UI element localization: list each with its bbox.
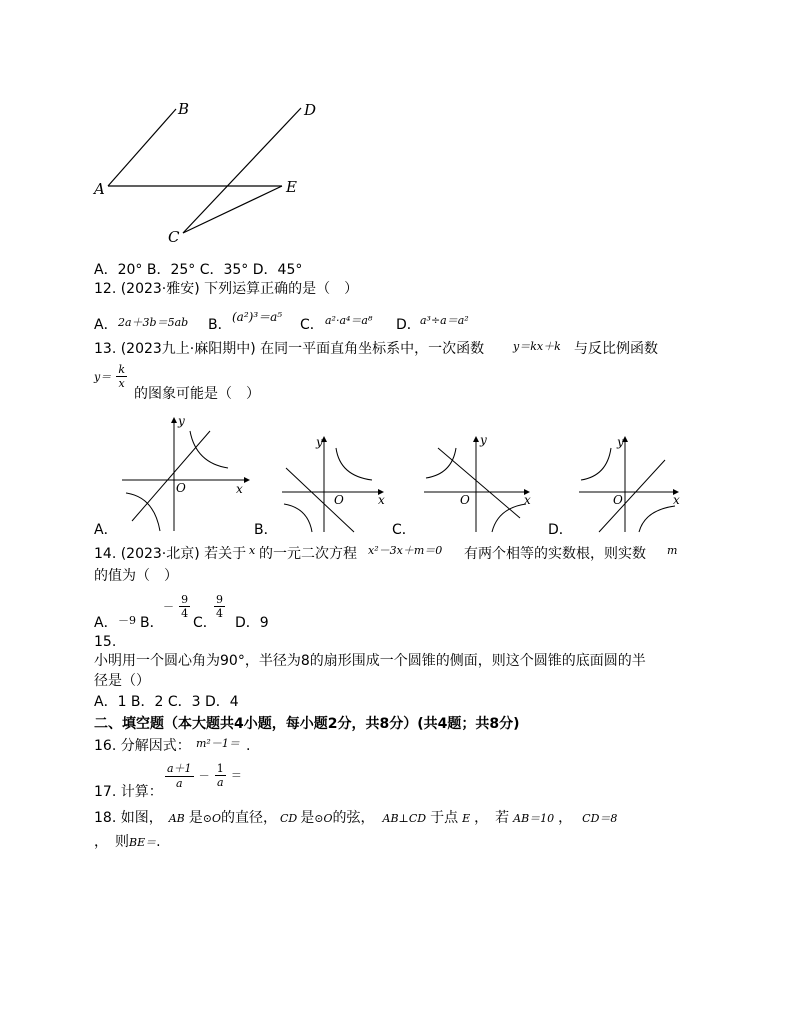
graph-a-x-label: x: [236, 482, 243, 496]
q18-line1: [94, 810, 617, 827]
q18-part2: 是: [188, 810, 203, 826]
q14-stem-part1: 14. (2023·北京) 若关于: [94, 546, 247, 562]
q18-part5: 的弦，: [332, 810, 375, 826]
q12-label-d: D．: [396, 317, 421, 333]
q18-cd: CD: [280, 812, 298, 825]
q17-fraction-2: [215, 762, 226, 789]
q13-graph-c: [420, 432, 535, 536]
q18-circle-o-2: ⊙O: [314, 812, 333, 825]
q15-number: 15.: [94, 634, 117, 650]
q12-label-a: A．: [94, 317, 118, 333]
q14-stem-part3: 有两个相等的实数根，则实数: [464, 546, 646, 562]
section-2-title: 二、填空题（本大题共4小题，每小题2分，共8分）(共4题；共8分): [94, 716, 520, 732]
graph-c-origin: O: [460, 493, 470, 507]
q14-option-c-fraction: [214, 593, 225, 620]
q12-expr-c: a²·a⁴＝a⁸: [325, 314, 373, 327]
q13-graph-a: [118, 413, 253, 535]
q14-option-d: D．9: [235, 615, 269, 631]
q13-inverse-lhs: y＝: [94, 370, 112, 384]
graph-b-origin: O: [334, 493, 344, 507]
q14-var-m: m: [667, 544, 678, 557]
q13-graph-label-d: D．: [548, 522, 573, 538]
q18-perpendicular: AB⊥CD: [382, 812, 427, 825]
q13-graph-label-a: A．: [94, 522, 118, 538]
q18-part3: 的直径，: [221, 810, 277, 826]
q18-comma: ，: [558, 810, 573, 826]
q18-part1: 18. 如图，: [94, 810, 163, 826]
graph-b-y-label: y: [316, 435, 323, 449]
q17-expression: [165, 760, 242, 790]
graph-b-x-label: x: [378, 493, 385, 507]
graph-d-origin: O: [613, 493, 623, 507]
graph-d-x-label: x: [673, 493, 680, 507]
q12-expr-b: (a²)³＝a⁵: [232, 310, 283, 324]
q12-expr-d: a³÷a＝a²: [420, 314, 469, 327]
q14-option-a-label: A．: [94, 615, 118, 631]
q14-option-c-value: [214, 593, 225, 620]
q17-stem: 17. 计算：: [94, 784, 163, 800]
q18-part6: 于点: [430, 810, 459, 826]
q18-ab: AB: [168, 812, 185, 825]
graph-c-x-label: x: [524, 493, 531, 507]
label-E: E: [286, 178, 297, 196]
q13-inverse-num: k: [118, 363, 125, 376]
q17-den-2: a: [216, 775, 224, 789]
q18-point-e: E: [462, 812, 471, 825]
graph-d-y-label: y: [617, 435, 624, 449]
label-B: B: [178, 100, 190, 118]
q13-linear-function: y＝kx＋k: [513, 340, 561, 353]
q17-den-1: a: [176, 777, 183, 790]
q13-graph-b: [278, 432, 390, 536]
q16-expression: m²－1＝: [196, 737, 240, 750]
q17-fraction-1: [165, 760, 194, 790]
q12-stem: 12. (2023·雅安) 下列运算正确的是（ ）: [94, 281, 359, 297]
q17-minus: －: [198, 769, 210, 782]
q18-ab-length: AB＝10: [513, 812, 555, 825]
q18-part7: ， 若: [474, 810, 510, 826]
q17-num-1: a＋1: [167, 762, 192, 775]
q18-line2-part2: .: [156, 834, 161, 850]
q17-num-2: 1: [216, 761, 224, 775]
label-C: C: [168, 228, 180, 246]
q14-stem-part2: 的一元二次方程: [259, 546, 357, 562]
graph-a-origin: O: [176, 481, 186, 495]
q14-option-b-value: [163, 593, 190, 620]
q18-part4: 是: [300, 810, 315, 826]
q14-stem-part4: 的值为（ ）: [94, 568, 178, 584]
q13-graph-d: [575, 432, 683, 536]
q15-stem-line2: 径是（）: [94, 673, 150, 689]
label-D: D: [304, 101, 317, 119]
q12-expr-a: 2a＋3b＝5ab: [118, 316, 189, 329]
q18-be: BE＝: [129, 836, 157, 849]
q13-graph-label-c: C．: [392, 522, 416, 538]
graph-c-y-label: y: [480, 433, 487, 447]
segment-AB: [108, 109, 176, 186]
q16-tail: .: [246, 738, 251, 754]
q14-equation: x²－3x＋m＝0: [368, 544, 443, 557]
q14-option-b-fraction: [179, 593, 190, 620]
q18-line2-part1: ， 则: [94, 834, 129, 850]
q13-graph-label-b: B．: [254, 522, 278, 538]
q14-option-c-label: C．: [193, 615, 217, 631]
q14-option-c-num: 9: [216, 593, 223, 606]
q14-option-a-value: －9: [118, 614, 136, 627]
q17-equals: ＝: [230, 769, 242, 782]
q12-label-b: B．: [208, 317, 232, 333]
q15-stem-line1: 小明用一个圆心角为90°，半径为8的扇形围成一个圆锥的侧面，则这个圆锥的底面圆的半: [94, 653, 646, 669]
q14-option-b-sign: －: [163, 600, 174, 614]
q16-stem: 16. 分解因式：: [94, 738, 191, 754]
q14-option-c-den: 4: [216, 607, 223, 620]
q13-inverse-den: x: [118, 377, 125, 390]
q13-inverse-function: [94, 363, 127, 390]
label-A: A: [94, 180, 105, 198]
graph-a-y-label: y: [178, 414, 185, 428]
q14-var-x: x: [249, 544, 256, 557]
q13-inverse-fraction: [116, 363, 127, 390]
q14-option-b-label: B．: [140, 615, 164, 631]
q12-label-c: C．: [300, 317, 324, 333]
q13-stem-part1: 13. (2023九上·麻阳期中) 在同一平面直角坐标系中，一次函数: [94, 341, 485, 357]
q18-circle-o-1: ⊙O: [202, 812, 221, 825]
segment-CE: [183, 186, 282, 233]
q18-line2: [94, 834, 161, 851]
q11-geometry-figure: [90, 95, 330, 250]
q13-stem-part3: 的图象可能是（ ）: [134, 386, 260, 402]
q14-option-b-num: 9: [181, 593, 189, 606]
q18-cd-length: CD＝8: [582, 812, 618, 825]
q14-option-b-den: 4: [181, 607, 189, 620]
q11-options: A．20° B．25° C．35° D．45°: [94, 262, 303, 278]
q13-stem-part2: 与反比例函数: [574, 341, 658, 357]
q15-options: A．1 B．2 C．3 D．4: [94, 694, 239, 710]
segment-CD: [183, 108, 301, 233]
